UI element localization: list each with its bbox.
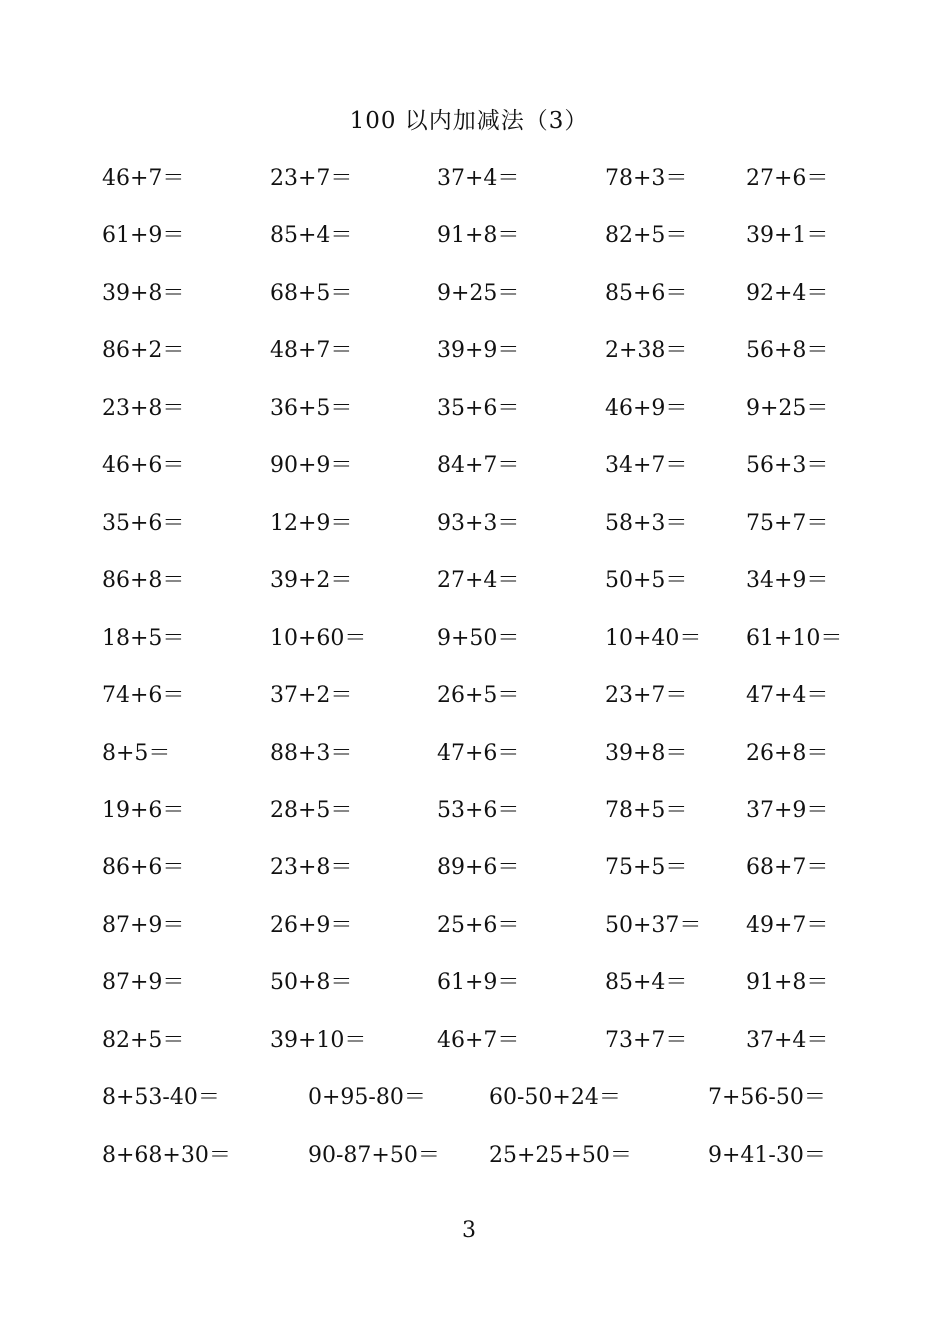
problem-cell: 50+5＝ (605, 568, 688, 594)
problem-cell: 56+3＝ (746, 453, 829, 479)
problem-cell: 37+2＝ (270, 683, 353, 709)
problem-cell: 74+6＝ (102, 683, 185, 709)
problem-cell: 39+2＝ (270, 568, 353, 594)
problem-cell: 23+7＝ (605, 683, 688, 709)
long-problem-row (0, 1083, 950, 1113)
long-problem-cell: 60-50+24＝ (489, 1085, 621, 1111)
problem-cell: 86+2＝ (102, 338, 185, 364)
problem-cell: 39+1＝ (746, 223, 829, 249)
problem-row (0, 336, 950, 366)
long-problem-cell: 90-87+50＝ (308, 1142, 440, 1168)
problem-cell: 86+8＝ (102, 568, 185, 594)
problem-cell: 27+6＝ (746, 166, 829, 191)
problem-cell: 75+5＝ (605, 855, 688, 881)
problem-cell: 68+7＝ (746, 855, 829, 881)
problem-cell: 9+25＝ (746, 395, 829, 421)
problem-cell: 37+9＝ (746, 797, 829, 823)
problem-cell: 34+9＝ (746, 568, 829, 594)
problem-cell: 35+6＝ (102, 510, 185, 536)
problem-cell: 91+8＝ (746, 970, 829, 996)
problem-cell: 58+3＝ (605, 510, 688, 536)
problem-cell: 39+8＝ (605, 740, 688, 766)
problem-cell: 87+9＝ (102, 912, 185, 938)
long-problem-cell: 7+56-50＝ (708, 1085, 826, 1111)
problem-cell: 35+6＝ (437, 395, 520, 421)
problem-cell: 8+5＝ (102, 740, 171, 766)
problem-cell: 12+9＝ (270, 510, 353, 536)
problem-cell: 19+6＝ (102, 797, 185, 823)
problem-cell: 82+5＝ (605, 223, 688, 249)
problem-cell: 36+5＝ (270, 395, 353, 421)
problem-cell: 93+3＝ (437, 510, 520, 536)
problem-cell: 18+5＝ (102, 625, 185, 651)
problem-row (0, 853, 950, 883)
problem-cell: 26+8＝ (746, 740, 829, 766)
long-problem-cell: 25+25+50＝ (489, 1142, 632, 1168)
problem-row (0, 221, 950, 251)
problem-cell: 39+8＝ (102, 280, 185, 306)
problem-cell: 9+50＝ (437, 625, 520, 651)
problem-cell: 73+7＝ (605, 1027, 688, 1053)
problem-cell: 39+9＝ (437, 338, 520, 364)
problem-row (0, 739, 950, 769)
long-problem-cell: 8+68+30＝ (102, 1142, 231, 1168)
problem-cell: 85+6＝ (605, 280, 688, 306)
problem-row (0, 279, 950, 309)
problem-row (0, 509, 950, 539)
problem-cell: 27+4＝ (437, 568, 520, 594)
problem-cell: 49+7＝ (746, 912, 829, 938)
problem-cell: 47+6＝ (437, 740, 520, 766)
problem-cell: 50+8＝ (270, 970, 353, 996)
problem-cell: 25+6＝ (437, 912, 520, 938)
problem-cell: 26+5＝ (437, 683, 520, 709)
problem-row (0, 911, 950, 941)
problem-cell: 23+8＝ (270, 855, 353, 881)
problem-cell: 89+6＝ (437, 855, 520, 881)
problem-cell: 78+3＝ (605, 166, 688, 191)
problem-cell: 61+10＝ (746, 625, 843, 651)
problem-cell: 46+9＝ (605, 395, 688, 421)
problem-row (0, 451, 950, 481)
problem-cell: 85+4＝ (270, 223, 353, 249)
problem-row (0, 164, 950, 194)
problem-cell: 90+9＝ (270, 453, 353, 479)
problem-cell: 34+7＝ (605, 453, 688, 479)
problem-cell: 23+8＝ (102, 395, 185, 421)
problem-cell: 28+5＝ (270, 797, 353, 823)
problem-row (0, 566, 950, 596)
problem-cell: 26+9＝ (270, 912, 353, 938)
problem-cell: 37+4＝ (437, 166, 520, 191)
problem-cell: 46+6＝ (102, 453, 185, 479)
page-title: 100 以内加减法（3） (349, 108, 589, 134)
long-problem-cell: 0+95-80＝ (308, 1085, 426, 1111)
long-problem-cell: 9+41-30＝ (708, 1142, 826, 1168)
problem-cell: 46+7＝ (102, 166, 185, 191)
page-number: 3 (462, 1218, 476, 1243)
problem-row (0, 394, 950, 424)
problem-cell: 2+38＝ (605, 338, 688, 364)
problem-cell: 84+7＝ (437, 453, 520, 479)
problem-row (0, 624, 950, 654)
problem-row (0, 1026, 950, 1056)
problem-cell: 47+4＝ (746, 683, 829, 709)
long-problem-cell: 8+53-40＝ (102, 1085, 220, 1111)
problem-cell: 88+3＝ (270, 740, 353, 766)
problem-cell: 23+7＝ (270, 166, 353, 191)
problem-row (0, 681, 950, 711)
problem-cell: 50+37＝ (605, 912, 702, 938)
problem-cell: 56+8＝ (746, 338, 829, 364)
problem-cell: 68+5＝ (270, 280, 353, 306)
problem-cell: 75+7＝ (746, 510, 829, 536)
problem-cell: 10+60＝ (270, 625, 367, 651)
problem-cell: 92+4＝ (746, 280, 829, 306)
problem-cell: 48+7＝ (270, 338, 353, 364)
long-problem-row (0, 1141, 950, 1171)
problem-cell: 78+5＝ (605, 797, 688, 823)
problem-cell: 91+8＝ (437, 223, 520, 249)
problem-row (0, 796, 950, 826)
problem-cell: 9+25＝ (437, 280, 520, 306)
problem-cell: 82+5＝ (102, 1027, 185, 1053)
problem-cell: 39+10＝ (270, 1027, 367, 1053)
problem-cell: 61+9＝ (437, 970, 520, 996)
problem-cell: 86+6＝ (102, 855, 185, 881)
problem-cell: 85+4＝ (605, 970, 688, 996)
problem-cell: 10+40＝ (605, 625, 702, 651)
problem-cell: 87+9＝ (102, 970, 185, 996)
problem-cell: 46+7＝ (437, 1027, 520, 1053)
problem-cell: 61+9＝ (102, 223, 185, 249)
problem-cell: 53+6＝ (437, 797, 520, 823)
problem-row (0, 968, 950, 998)
problem-cell: 37+4＝ (746, 1027, 829, 1053)
